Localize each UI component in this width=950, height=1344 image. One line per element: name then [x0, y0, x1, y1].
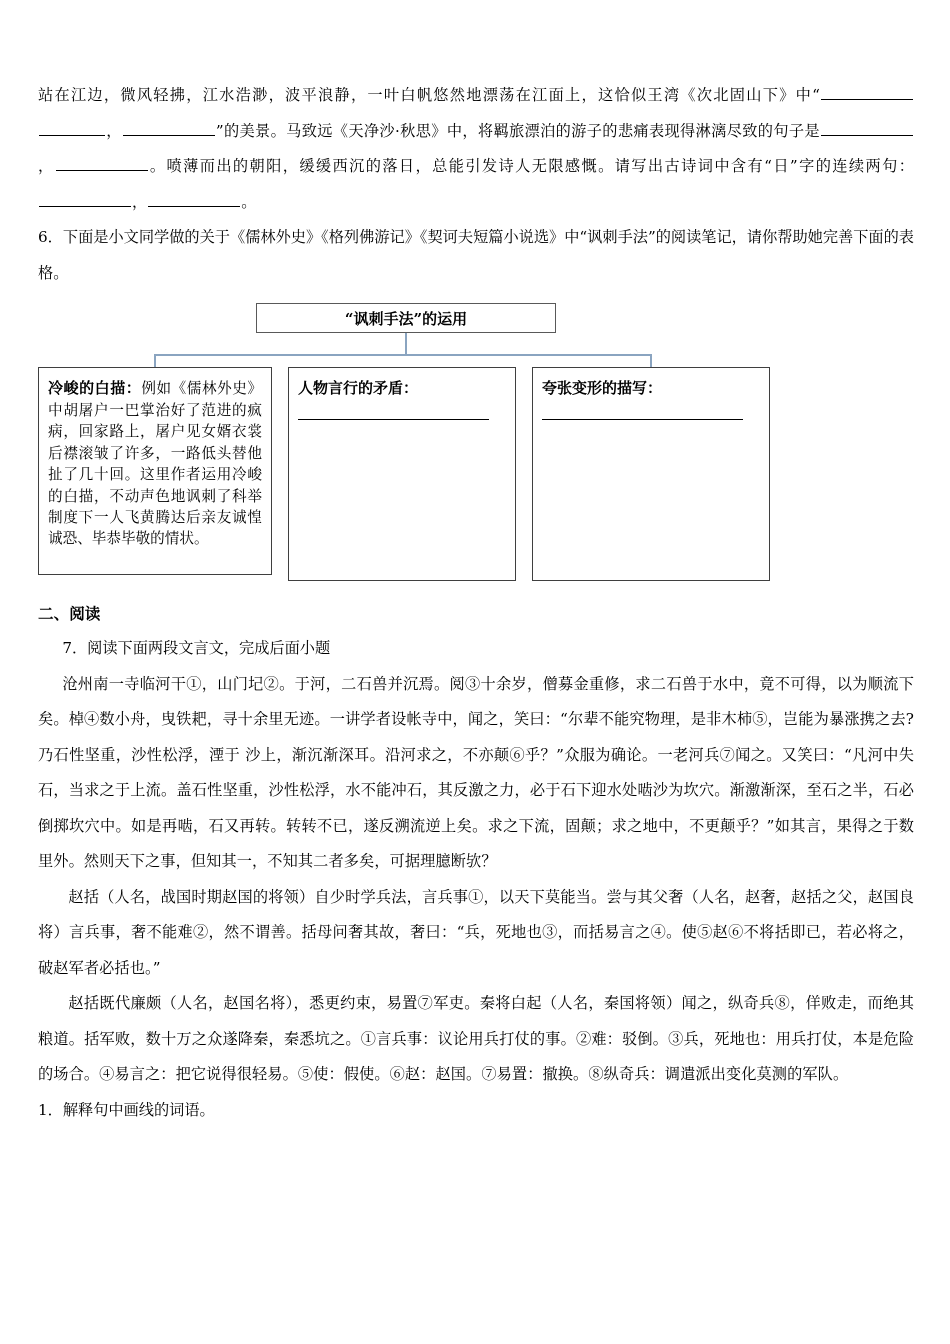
diagram-box-2-label: 人物言行的矛盾： [298, 379, 419, 397]
diagram-box-exaggeration[interactable] [532, 367, 770, 581]
quote-close-2: ” [789, 157, 798, 175]
page-content [38, 78, 914, 1128]
poetry-blank-1[interactable] [821, 85, 913, 100]
classical-passage-1: 沧州南一寺临河干①，山门圮②。于河，二石兽并沉焉。阅③十余岁，僧募金重修，求二石兽于水中，竟不可得，以为顺流下矣。棹④数小舟，曳铁耙，寻十余里无迹。一讲学者设帐寺中，闻之，笑曰：“尔辈不能究物理，是非木柿⑤，岂能为暴涨携之去?乃石性坚重，沙性松浮，湮于 沙上，渐沉渐深耳。沿河求之，不亦颠⑥乎？”众服为确论。一老河兵⑦闻之。又笑曰：“凡河中失石，当求之于上流。盖石性坚重，沙性松浮，水不能冲石，其反激之力，必于石下迎水处啮沙为坎穴。渐激渐深，至石之半，石必倒掷坎穴中。如是再啮，石又再转。转转不已，遂反溯流逆上矣。求之下流，固颠；求之地中，不更颠乎？”如其言，果得之于数里外。然则天下之事，但知其一，不知其二者多矣，可据理臆断欤？ [38, 674, 914, 870]
diagram-box-3-label: 夸张变形的描写： [542, 379, 663, 397]
section-heading-reading: 二、阅读 [38, 605, 101, 623]
poetry-blank-5[interactable] [39, 191, 131, 206]
poetry-text-seg3: 的美景。马致远《天净沙·秋思》中，将羁旅漂泊的游子的悲痛表现得淋漓尽致的句子是 [223, 121, 820, 140]
quote-close: ” [215, 121, 224, 140]
question-6-number: 6． [38, 228, 63, 246]
poetry-blank-2[interactable] [123, 120, 215, 135]
satire-methods-diagram [38, 297, 914, 597]
quote-open: “ [812, 86, 820, 104]
diagram-box-2-answer-line[interactable] [298, 418, 489, 420]
diagram-box-1-content [48, 376, 262, 550]
diagram-box-1-body: 例如《儒林外史》中胡屠户一巴掌治好了范进的疯病，回家路上，屠户见女婿衣裳后襟滚皱了许多，一路低头替他扯了几十回。这里作者运用冷峻的白描，不动声色地讽刺了科举制度下一人飞黄腾达后亲友诚惶诚恐、毕恭毕敬的情状。 [48, 380, 262, 548]
poetry-text-seg5: 。喷薄而出的朝阳，缓缓西沉的落日，总能引发诗人无限感慨。请写出古诗词中含有 [148, 157, 765, 175]
question-6 [38, 220, 914, 291]
poetry-text-seg8: 。 [241, 192, 257, 211]
classical-passage-2-part1: 赵括（人名，战国时期赵国的将领）自少时学兵法，言兵事①，以天下莫能当。尝与其父奢（人名，赵奢，赵括之父，赵国良将）言兵事，奢不能难②，然不谓善。括母问奢其故，奢曰：“兵，死地也③，而括易言之④。使⑤赵⑥不将括即已，若必将之，破赵军者必括也。” [38, 887, 914, 977]
question-1-explain-words: 1．解释句中画线的词语。 [38, 1100, 215, 1119]
classical-passage-2-part2: 赵括既代廉颇（人名，赵国名将），悉更约束，易置⑦军吏。秦将白起（人名，秦国将领）闻之，纵奇兵⑧，佯败走，而绝其粮道。括军败，数十万之众遂降秦，秦悉坑之。①言兵事：议论用兵打仗的事。②难：驳倒。③兵，死地也：用兵打仗，本是危险的场合。④易言之：把它说得很轻易。⑤使：假使。⑥赵：赵国。⑦易置：撤换。⑧纵奇兵：调遣派出变化莫测的军队。 [38, 994, 914, 1083]
poetry-text-seg4: ， [38, 157, 55, 175]
diagram-title-label: “讽刺手法”的运用 [344, 309, 468, 328]
connector-drop-left [154, 354, 156, 368]
poetry-blank-1b[interactable] [39, 120, 105, 135]
question-7: 7．阅读下面两段文言文，完成后面小题 [62, 639, 331, 657]
poetry-blank-6[interactable] [148, 191, 240, 206]
poetry-text-seg7: ， [132, 192, 148, 211]
poetry-blank-3[interactable] [821, 120, 913, 135]
connector-vertical-main [405, 333, 407, 355]
diagram-box-contradiction[interactable] [288, 367, 516, 581]
diagram-box-cold-description[interactable] [38, 367, 272, 575]
quote-open-2: “ [764, 157, 772, 175]
connector-drop-right [650, 354, 652, 368]
poetry-fill-paragraph [38, 78, 914, 220]
diagram-box-row [38, 367, 914, 581]
diagram-title-box [256, 303, 556, 333]
connector-horizontal-bar [154, 354, 650, 356]
poetry-text-seg1: 站在江边，微风轻拂，江水浩渺，波平浪静，一叶白帆悠然地漂荡在江面上，这恰似王湾《次北固山下》中 [38, 86, 813, 104]
poetry-text-seg6: 字的连续两句： [797, 157, 914, 175]
poetry-text-seg2: ， [106, 121, 122, 140]
diagram-box-3-answer-line[interactable] [542, 418, 743, 420]
poetry-keyword-ri: 日 [772, 157, 790, 175]
poetry-blank-4[interactable] [56, 156, 148, 171]
question-6-text: 下面是小文同学做的关于《儒林外史》《格列佛游记》《契诃夫短篇小说选》中“讽刺手法”的阅读笔记，请你帮助她完善下面的表格。 [38, 228, 914, 282]
diagram-box-1-label: 冷峻的白描： [48, 379, 142, 397]
